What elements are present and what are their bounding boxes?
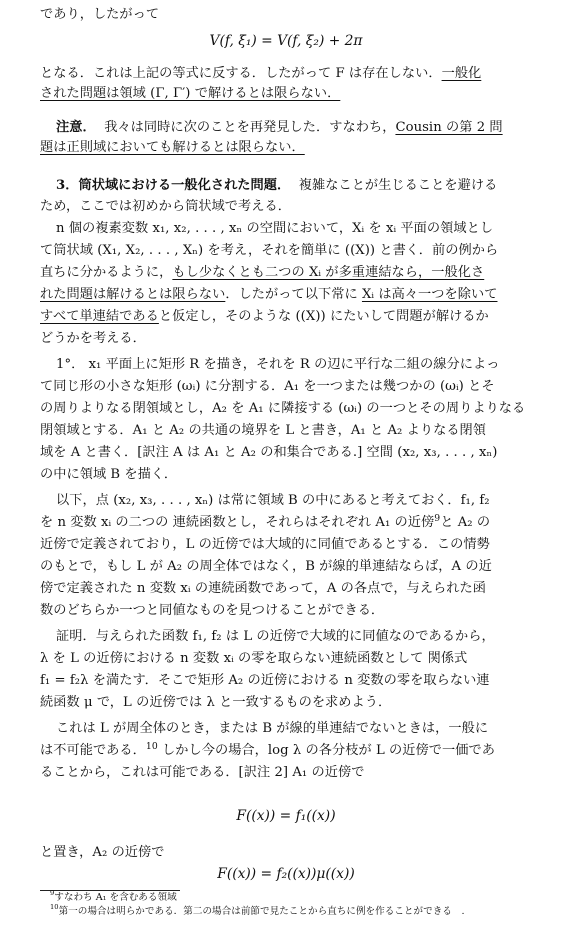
text-line: て同じ形の小さな矩形 (ωᵢ) に分割する．A₁ を一つまたは幾つかの (ωᵢ) とそ	[40, 379, 495, 394]
section-heading-line	[56, 177, 556, 195]
footnote-text: すなわち A₁ を含むある領域	[54, 892, 177, 903]
text-line: であり，したがって	[40, 7, 160, 22]
underlined-text: もし少なくとも二つの Xᵢ が多重連結なら，一般化さ	[172, 265, 485, 280]
underlined-text: された問題は領域 (Γ, Γ′) で解けるとは限らない．	[40, 86, 341, 101]
footnote-9	[50, 889, 177, 904]
text-line	[40, 742, 540, 760]
text-span: は不可能である．	[40, 743, 146, 758]
text-line: これは L が周全体のとき，または B が線的単連結でないときは，一般に	[56, 721, 489, 736]
text-line	[40, 514, 540, 532]
text-span: ．したがって以下常に	[225, 287, 358, 302]
text-line	[40, 65, 540, 83]
text-line: 1°． x₁ 平面上に矩形 R を描き，それを R の辺に平行な二組の線分によっ	[56, 357, 500, 372]
text-span: しかし今の場合，log λ の各分枝が L の近傍で一価であ	[157, 743, 495, 758]
proof-line: 証明．与えられた函数 f₁, f₂ は L の近傍で大域的に同値なのであるから，	[56, 629, 495, 644]
text-line: 以下，点 (x₂, x₃, . . . , xₙ) は常に領域 B の中にあると考えておく．f₁, f₂	[56, 493, 490, 508]
text-line: の中に領域 B を描く．	[40, 467, 178, 482]
text-span: 複雑なことが生じることを避ける	[298, 178, 498, 193]
footnote-mark: 10	[50, 903, 59, 911]
text-line: どうかを考える．	[40, 331, 146, 346]
text-line: のもとで，もし L が A₂ の周全体ではなく，B が線的単連結ならば，A の近	[40, 559, 492, 574]
text-line	[40, 308, 540, 326]
text-span: となる．これは上記の等式に反する．したがって F は存在しない．	[40, 66, 442, 81]
text-line: f₁ = f₂λ を満たす．そこで矩形 A₂ の近傍における n 変数の零を取らない連	[40, 673, 490, 688]
footnote-ref: 10	[145, 741, 158, 752]
text-span: と仮定し，そのような ((X)) にたいして問題が解けるか	[158, 309, 489, 324]
text-line	[40, 139, 540, 157]
text-line: 数のどちらか一つと同値なものを見つけることができる．	[40, 603, 385, 618]
text-line	[40, 264, 540, 282]
text-line: 域を A と書く．[訳注 A は A₁ と A₂ の和集合である.] 空間 (x₂, x₃, . . . , xₙ)	[40, 445, 498, 460]
remark-heading: 注意．	[56, 120, 96, 135]
text-line: ることから，これは可能である．[訳注 2] A₁ の近傍で	[40, 765, 365, 780]
footnote-mark: 9	[50, 889, 55, 897]
remark-line	[56, 119, 556, 137]
underlined-text: れた問題は解けるとは限らない	[40, 287, 226, 302]
text-span: を n 変数 xᵢ の二つの 連続函数とし，それらはそれぞれ A₁ の近傍	[40, 515, 435, 530]
text-span: 直ちに分かるように，	[40, 265, 173, 280]
text-span: 我々は同時に次のことを再発見した．すなわち，	[104, 120, 396, 135]
text-line	[40, 286, 540, 304]
text-line: λ を L の近傍における n 変数 xᵢ の零を取らない連続函数として 関係式	[40, 651, 468, 666]
underlined-text: 一般化	[441, 66, 482, 81]
text-line: 近傍で定義されており，L の近傍では大域的に同値であるとする．この情勢	[40, 537, 490, 552]
text-line: n 個の複素変数 x₁, x₂, . . . , xₙ の空間において，Xᵢ を xᵢ 平面の領域とし	[56, 221, 494, 236]
underlined-text: Cousin の第 2 問	[395, 120, 503, 135]
footnote-10	[50, 903, 465, 918]
underlined-text: 題は正則域においても解けるとは限らない．	[40, 140, 305, 155]
equation: F((x)) = f₁((x))	[236, 808, 336, 824]
text-line: 傍で定義された n 変数 xᵢ の連続函数であって，A の各点で，与えられた函	[40, 581, 486, 596]
equation: F((x)) = f₂((x))μ((x))	[217, 866, 355, 882]
text-line: と置き，A₂ の近傍で	[40, 845, 165, 860]
underlined-text: すべて単連結である	[40, 309, 159, 324]
text-line: 続函数 μ で，L の近傍では λ と一致するものを求めよう．	[40, 695, 392, 710]
footnote-ref: 9	[434, 513, 441, 524]
text-line: 閉領域とする．A₁ と A₂ の共通の境界を L と書き，A₁ と A₂ よりなる閉領	[40, 423, 487, 438]
footnote-rule	[40, 890, 180, 891]
underlined-text: Xᵢ は高々一つを除いて	[361, 287, 498, 302]
text-line: の周りよりなる閉領域とし，A₂ を A₁ に隣接する (ωᵢ) の一つとその周りよりなる	[40, 401, 526, 416]
text-line: て筒状域 (X₁, X₂, . . . , Xₙ) を考え，それを簡単に ((X)) と書く．前の例から	[40, 243, 499, 258]
footnote-text: 第一の場合は明らかである．第二の場合は前節で見たことから直ちに例を作ることができる .	[58, 906, 465, 917]
equation: V(f, ξ₁) = V(f, ξ₂) + 2π	[209, 33, 363, 49]
section-heading: 3．筒状域における一般化された問題．	[56, 178, 291, 193]
text-line: ため，ここでは初めから筒状域で考える．	[40, 199, 291, 214]
text-span: と A₂ の	[440, 515, 491, 530]
text-line	[40, 85, 540, 103]
